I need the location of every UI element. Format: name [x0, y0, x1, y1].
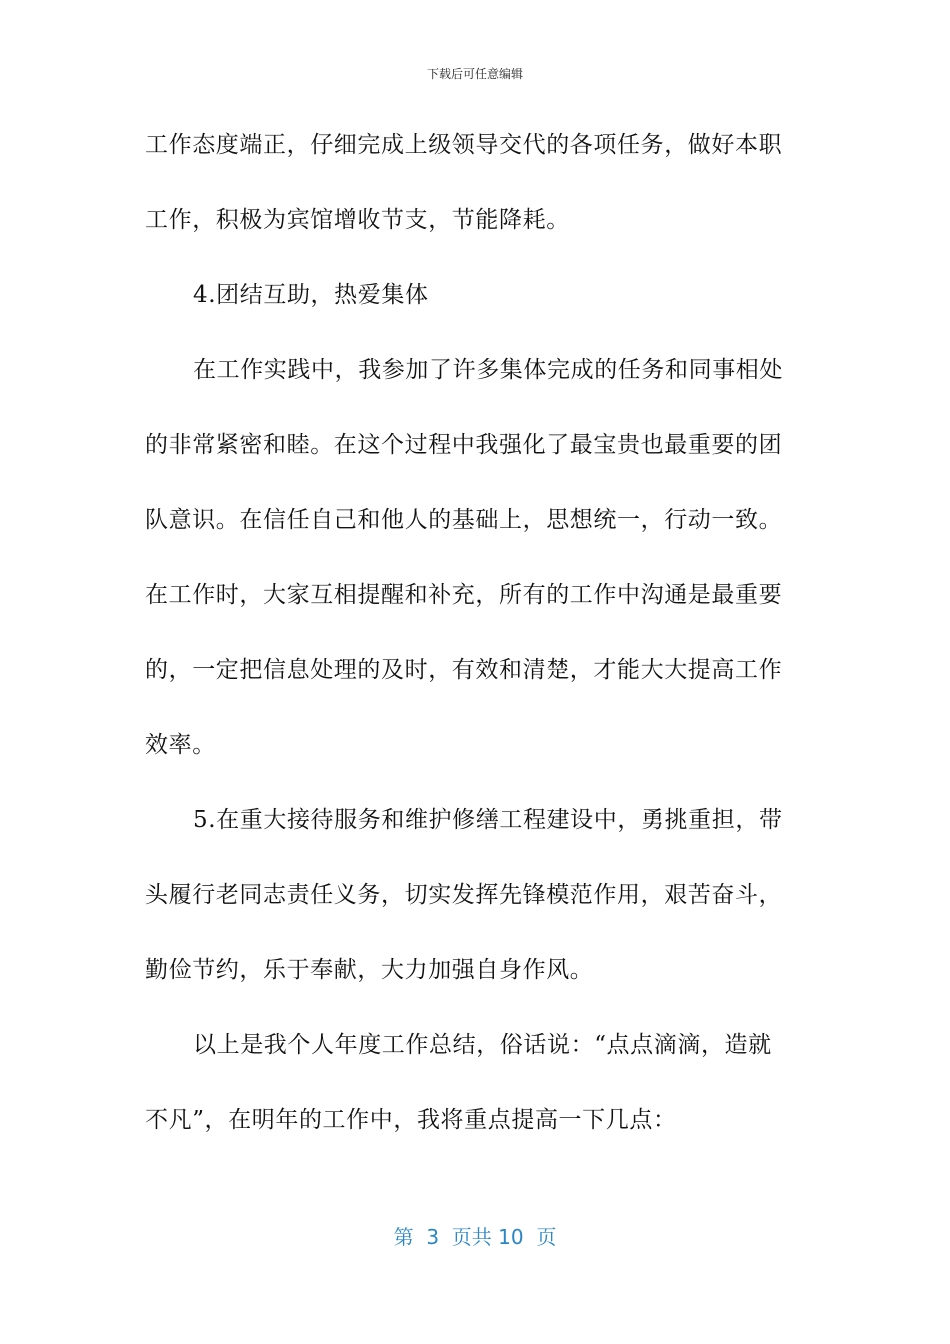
body-line-9: 效率。: [145, 732, 216, 758]
body-line-12: 勤俭节约，乐于奉献，大力加强自身作风。: [145, 957, 594, 983]
body-line-8: 的，一定把信息处理的及时，有效和清楚，才能大大提高工作: [145, 657, 783, 683]
body-line-6: 队意识。在信任自己和他人的基础上，思想统一，行动一致。: [145, 507, 783, 533]
body-line-5: 的非常紧密和睦。在这个过程中我强化了最宝贵也最重要的团: [145, 432, 783, 458]
section-heading-4: 4.团结互助，热爱集体: [193, 282, 429, 308]
body-line-1: 工作态度端正，仔细完成上级领导交代的各项任务，做好本职: [145, 132, 783, 158]
body-line-11: 头履行老同志责任义务，切实发挥先锋模范作用，艰苦奋斗，: [145, 882, 783, 908]
body-line-4: 在工作实践中，我参加了许多集体完成的任务和同事相处: [193, 357, 783, 383]
body-line-7: 在工作时，大家互相提醒和补充，所有的工作中沟通是最重要: [145, 582, 783, 608]
document-body: [145, 108, 805, 1158]
body-line-2: 工作，积极为宾馆增收节支，节能降耗。: [145, 207, 570, 233]
body-line-14: 不凡”，在明年的工作中，我将重点提高一下几点：: [145, 1107, 677, 1133]
body-line-13: 以上是我个人年度工作总结，俗话说：“点点滴滴，造就: [193, 1032, 772, 1058]
section-item-5: 5.在重大接待服务和维护修缮工程建设中，勇挑重担，带: [193, 807, 783, 833]
page-number-footer: 第 3 页共 10 页: [393, 1225, 557, 1249]
page-header: 下载后可任意编辑: [426, 67, 523, 81]
